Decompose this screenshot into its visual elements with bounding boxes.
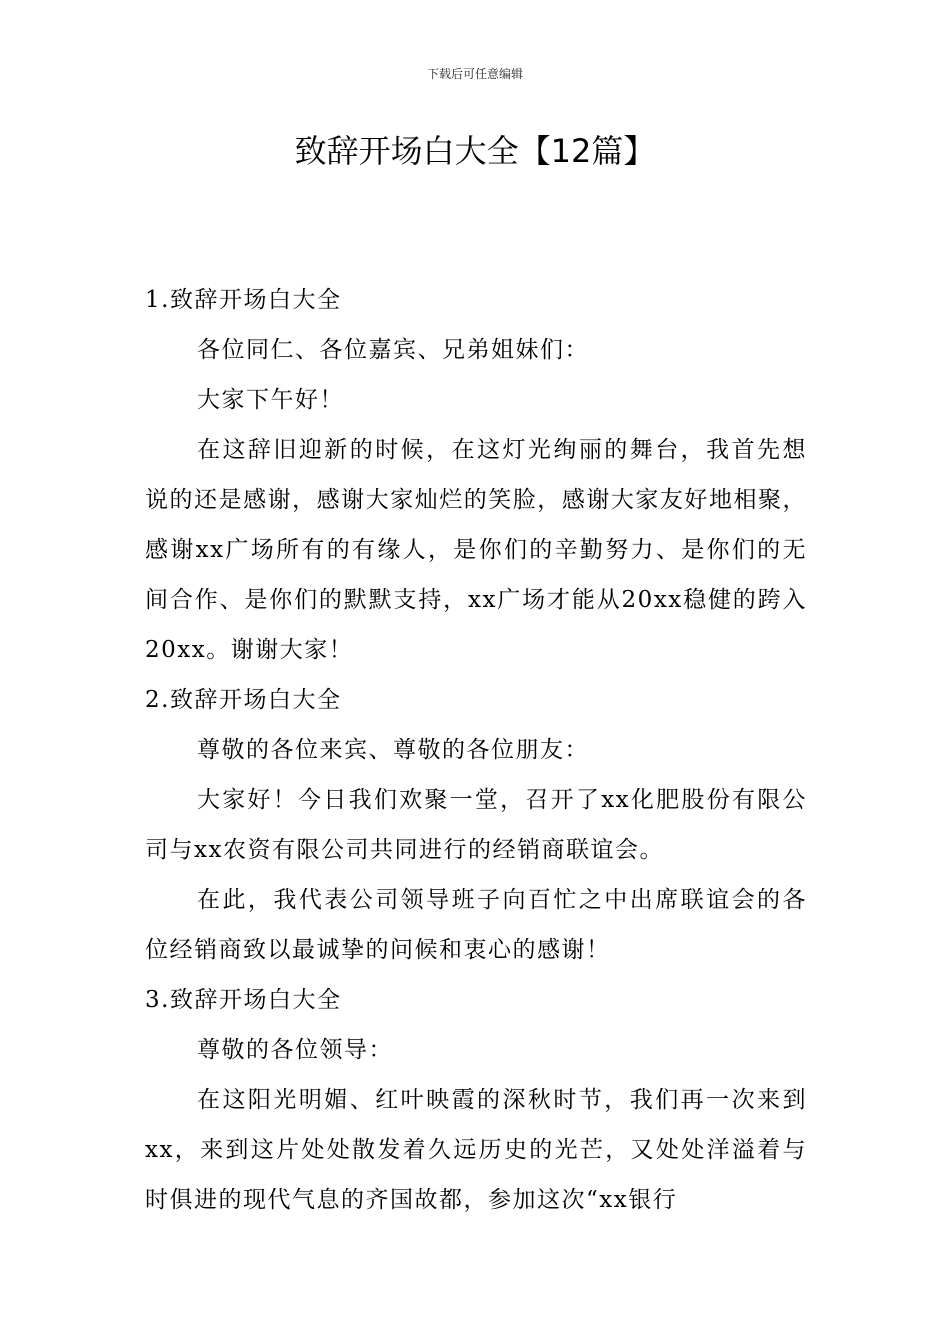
paragraph-body-3: 在这阳光明媚、红叶映霞的深秋时节，我们再一次来到xx，来到这片处处散发着久远历史的光芒，又处处洋溢着与时俱进的现代气息的齐国故都，参加这次“xx银行 [145,1087,807,1213]
document-title: 致辞开场白大全【12篇】 [294,132,656,170]
paragraph-greeting-1: 大家下午好！ [197,387,344,413]
paragraph-salutation-2: 尊敬的各位来宾、尊敬的各位朋友： [197,737,589,763]
section-heading-2: 2.致辞开场白大全 [145,687,342,713]
section-heading-3: 3.致辞开场白大全 [145,987,342,1013]
section-heading-1: 1.致辞开场白大全 [145,287,342,313]
paragraph-body-2a: 大家好！今日我们欢聚一堂，召开了xx化肥股份有限公司与xx农资有限公司共同进行的经销商联谊会。 [145,787,807,863]
paragraph-salutation-1: 各位同仁、各位嘉宾、兄弟姐妹们： [197,337,589,363]
paragraph-body-1: 在这辞旧迎新的时候，在这灯光绚丽的舞台，我首先想说的还是感谢，感谢大家灿烂的笑脸，感谢大家友好地相聚，感谢xx广场所有的有缘人，是你们的辛勤努力、是你们的无间合作、是你们的默默支持，xx广场才能从20xx稳健的跨入20xx。谢谢大家！ [145,437,807,663]
paragraph-salutation-3: 尊敬的各位领导： [197,1037,393,1063]
header-note: 下载后可任意编辑 [426,67,523,81]
paragraph-body-2b: 在此，我代表公司领导班子向百忙之中出席联谊会的各位经销商致以最诚挚的问候和衷心的感谢！ [145,887,807,963]
document-body [145,275,807,1225]
